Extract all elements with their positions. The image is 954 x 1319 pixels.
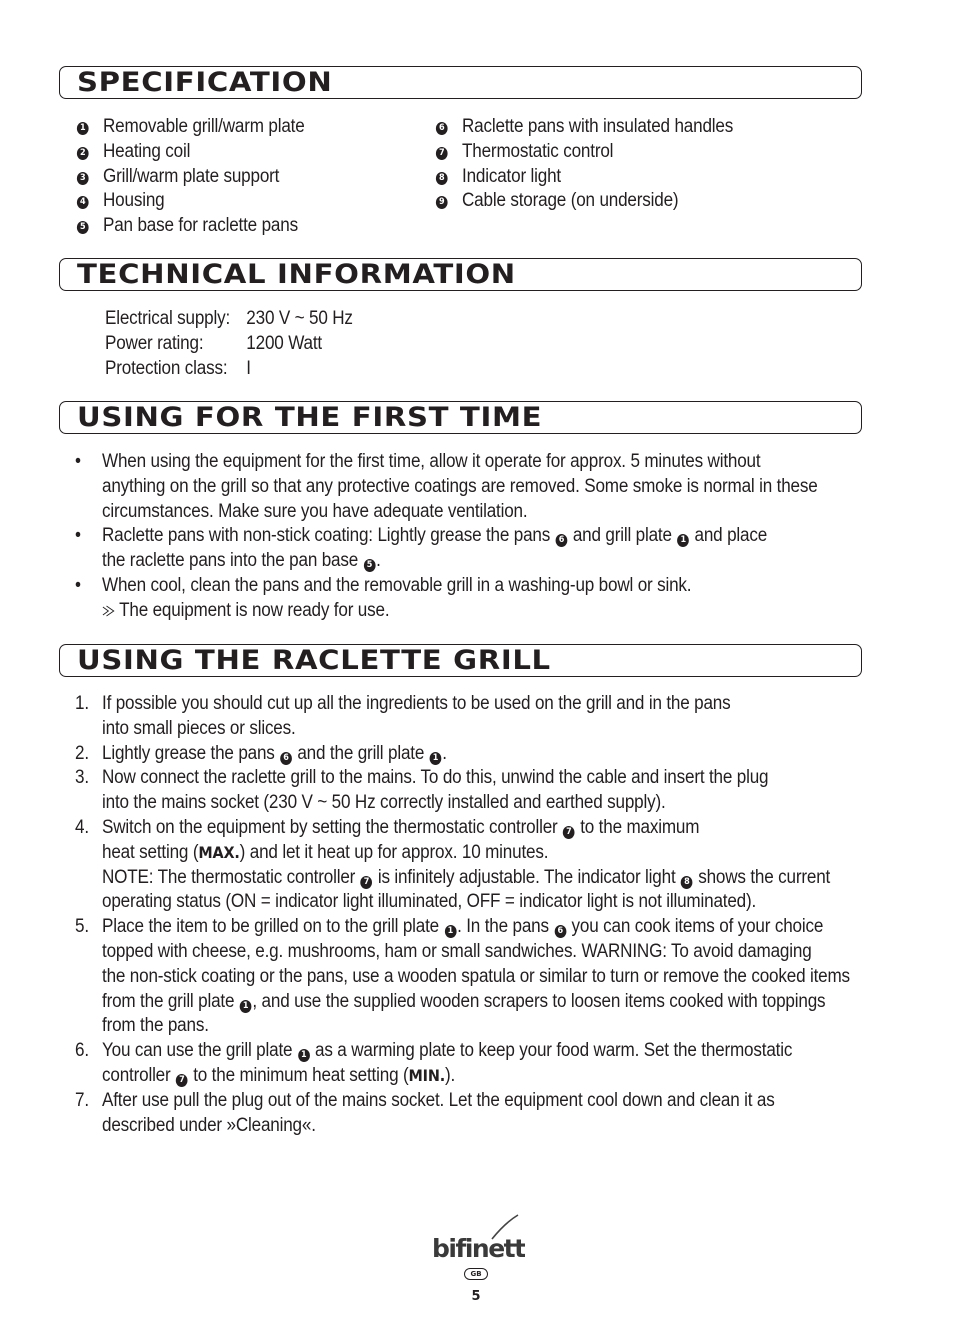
spec-label: Cable storage (on underside) [462, 190, 679, 212]
text-line [102, 1039, 867, 1064]
text-line [102, 549, 867, 574]
text-run: Switch on the equipment by setting the thermostatic controller [102, 816, 558, 838]
max-setting: MAX. [198, 842, 240, 862]
text-line [102, 841, 867, 866]
text-run: . [442, 742, 447, 764]
text-run: and grill plate [572, 525, 672, 547]
spec-label: Raclette pans with insulated handles [462, 116, 734, 137]
text-line: Now connect the raclette grill to the mains. To do this, unwind the cable and insert the plug [102, 767, 769, 789]
text-run: ) and let it heat up for approx. 10 minutes. [239, 841, 549, 863]
number-4-icon: 4 [77, 196, 89, 209]
bullet: • [75, 574, 81, 596]
section-title: USING THE RACLETTE GRILL [77, 645, 551, 676]
step-item [75, 742, 867, 767]
tech-value: I [246, 357, 251, 379]
bifinett-logo [430, 1213, 525, 1263]
text-line [102, 990, 867, 1015]
number-6-icon: 6 [556, 534, 568, 547]
raclette-steps [75, 692, 867, 1138]
text-line: circumstances. Make sure you have adequate ventilation. [102, 500, 528, 522]
spec-label: Housing [103, 190, 165, 212]
text-run: from the grill plate [102, 990, 235, 1012]
bullet: • [75, 525, 81, 547]
number-1-icon: 1 [430, 752, 442, 765]
number-6-icon: 6 [280, 752, 292, 765]
text-line [102, 1064, 867, 1089]
svg-text:bifinett: bifinett [432, 1234, 525, 1263]
tech-value: 230 V ~ 50 Hz [246, 308, 353, 329]
text-run: , and use the supplied wooden scrapers to loosen items cooked with toppings [252, 990, 826, 1012]
tech-key: Electrical supply: [105, 308, 231, 329]
step-item [75, 766, 867, 816]
number-6-icon: 6 [554, 925, 566, 938]
number-1-icon: 1 [77, 122, 89, 135]
text-line: the non-stick coating or the pans, use a wooden spatula or similar to turn or remove the cooked items [102, 965, 850, 987]
section-title: TECHNICAL INFORMATION [77, 259, 516, 290]
tech-key: Power rating: [105, 332, 204, 354]
text-line: operating status (ON = indicator light illuminated, OFF = indicator light is not illuminated). [102, 891, 757, 913]
text-run: shows the current [698, 866, 831, 888]
number-7-icon: 7 [176, 1074, 188, 1087]
number-2-icon: 2 [77, 147, 89, 160]
number-7-icon: 7 [563, 826, 575, 839]
text-line [102, 866, 867, 891]
number-1-icon: 1 [677, 534, 689, 547]
list-item [75, 524, 867, 574]
text-run: is infinitely adjustable. The indicator light [377, 866, 676, 888]
text-run: the raclette pans into the pan base [102, 550, 359, 572]
text-run: and place [694, 525, 768, 547]
text-run: ). [444, 1064, 456, 1086]
number-1-icon: 1 [444, 925, 456, 938]
step-number: 7. [75, 1089, 89, 1111]
number-8-icon: 8 [436, 172, 448, 185]
spec-label: Thermostatic control [462, 140, 614, 162]
step-item [75, 1089, 867, 1139]
text-line: When using the equipment for the first time, allow it operate for approx. 5 minutes without [102, 451, 761, 472]
spec-label: Pan base for raclette pans [103, 215, 298, 237]
text-line [102, 742, 867, 767]
number-5-icon: 5 [364, 559, 376, 572]
number-9-icon: 9 [436, 196, 448, 209]
tech-key: Protection class: [105, 357, 228, 379]
text-line: If possible you should cut up all the ingredients to be used on the grill and in the pans [102, 693, 731, 714]
number-1-icon: 1 [298, 1049, 310, 1062]
text-line [102, 915, 867, 940]
country-badge: GB [464, 1268, 488, 1280]
number-6-icon: 6 [436, 122, 448, 135]
text-run: as a warming plate to keep your food warm. Set the thermostatic [315, 1040, 793, 1062]
text-run: NOTE: The thermostatic controller [102, 866, 356, 888]
number-7-icon: 7 [361, 876, 373, 889]
step-item [75, 915, 867, 1039]
text-run: heat setting ( [102, 841, 199, 863]
number-8-icon: 8 [681, 876, 693, 889]
text-run: You can use the grill plate [102, 1040, 293, 1062]
raclette-header [59, 644, 862, 677]
list-item [75, 574, 867, 624]
text-line: into the mains socket (230 V ~ 50 Hz correctly installed and earthed supply). [102, 792, 666, 814]
text-run: and the grill plate [297, 742, 425, 764]
bullet: • [75, 451, 81, 472]
text-line: into small pieces or slices. [102, 717, 296, 739]
list-item [75, 450, 867, 524]
number-7-icon: 7 [436, 147, 448, 160]
text-run: . In the pans [457, 916, 549, 938]
first-time-list [75, 450, 867, 624]
text-run: Raclette pans with non-stick coating: Lightly grease the pans [102, 525, 551, 547]
step-number: 4. [75, 816, 89, 838]
text-line: anything on the grill so that any protective coatings are removed. Some smoke is normal in these [102, 475, 818, 497]
section-title: SPECIFICATION [77, 67, 333, 98]
step-number: 2. [75, 742, 89, 764]
text-line: When cool, clean the pans and the removable grill in a washing-up bowl or sink. [102, 574, 692, 596]
text-run: . [376, 550, 381, 572]
section-title: USING FOR THE FIRST TIME [77, 402, 543, 433]
step-item [75, 1039, 867, 1089]
number-5-icon: 5 [77, 221, 89, 234]
first-time-header [59, 401, 862, 434]
text-run: to the minimum heat setting ( [193, 1064, 409, 1086]
text-line: described under »Cleaning«. [102, 1114, 316, 1136]
spec-label: Grill/warm plate support [103, 165, 280, 187]
text-run: controller [102, 1064, 171, 1086]
text-run: Lightly grease the pans [102, 742, 275, 764]
number-3-icon: 3 [77, 172, 89, 185]
spec-label: Removable grill/warm plate [103, 116, 305, 137]
step-number: 6. [75, 1040, 89, 1062]
text-line: After use pull the plug out of the mains socket. Let the equipment cool down and clean it as [102, 1089, 775, 1111]
text-line [102, 524, 867, 549]
text-line: from the pans. [102, 1015, 209, 1037]
text-line: topped with cheese, e.g. mushrooms, ham or small sandwiches. WARNING: To avoid damaging [102, 940, 812, 962]
min-setting: MIN. [408, 1065, 445, 1085]
text-run: to the maximum [580, 816, 700, 838]
spec-label: Indicator light [462, 165, 562, 187]
text-line [102, 816, 867, 841]
step-number: 1. [75, 693, 89, 714]
page-number: 5 [471, 1289, 481, 1304]
text-run: The equipment is now ready for use. [119, 599, 390, 621]
step-number: 5. [75, 916, 89, 938]
number-1-icon: 1 [240, 1000, 252, 1013]
step-item [75, 816, 867, 915]
specification-header [59, 66, 862, 99]
text-line [102, 599, 867, 624]
step-item [75, 692, 867, 742]
text-run: you can cook items of your choice [571, 916, 824, 938]
arrow-right-icon [102, 604, 116, 618]
step-number: 3. [75, 767, 89, 789]
text-run: Place the item to be grilled on to the grill plate [102, 916, 440, 938]
tech-value: 1200 Watt [246, 332, 322, 354]
technical-header [59, 258, 862, 291]
spec-label: Heating coil [103, 140, 191, 162]
